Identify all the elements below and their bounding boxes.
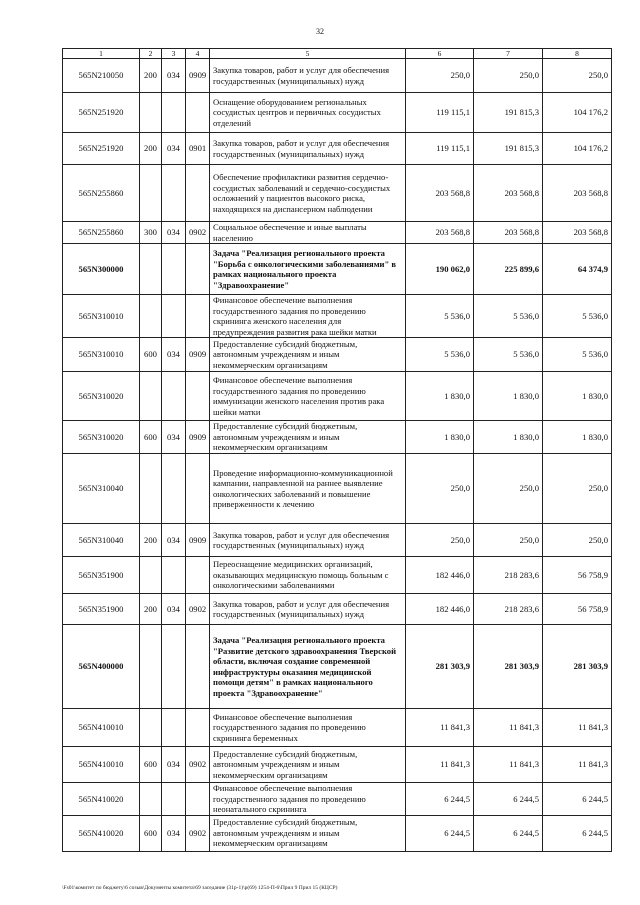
row-value-6: 11 841,3	[406, 709, 474, 747]
table-row	[63, 815, 612, 851]
row-col3	[162, 372, 186, 421]
row-value-8: 104 176,2	[543, 133, 612, 165]
row-col4: 0901	[186, 133, 210, 165]
row-value-8: 203 568,8	[543, 165, 612, 222]
row-col3	[162, 244, 186, 295]
table-row	[63, 709, 612, 747]
row-col2	[140, 557, 162, 594]
row-value-8: 1 830,0	[543, 421, 612, 454]
row-description: Обеспечение профилактики развития сердечно-сосудистых заболеваний и сердечно-сосудистых осложнений у пациентов высокого риска, находящихся на диспансерном наблюдении	[210, 165, 406, 222]
row-code: 565N251920	[63, 133, 140, 165]
table-row	[63, 594, 612, 625]
row-code: 565N351900	[63, 557, 140, 594]
row-description: Предоставление субсидий бюджетным, автономным учреждениям и иным некоммерческим организациям	[210, 338, 406, 372]
row-col3	[162, 783, 186, 815]
row-col3	[162, 295, 186, 338]
row-col2: 600	[140, 815, 162, 851]
row-value-7: 203 568,8	[474, 165, 543, 222]
table-row	[63, 222, 612, 244]
row-col3: 034	[162, 594, 186, 625]
row-col4: 0902	[186, 222, 210, 244]
row-col3: 034	[162, 133, 186, 165]
row-code: 565N310040	[63, 454, 140, 524]
row-code: 565N310010	[63, 338, 140, 372]
row-value-8: 56 758,9	[543, 557, 612, 594]
row-code: 565N410010	[63, 747, 140, 783]
row-col3: 034	[162, 524, 186, 557]
row-value-7: 281 303,9	[474, 625, 543, 709]
row-col4	[186, 783, 210, 815]
row-col2: 200	[140, 524, 162, 557]
row-col3: 034	[162, 421, 186, 454]
row-value-6: 182 446,0	[406, 594, 474, 625]
table-row	[63, 625, 612, 709]
row-col4	[186, 557, 210, 594]
row-value-7: 1 830,0	[474, 421, 543, 454]
row-col3: 034	[162, 338, 186, 372]
row-col3	[162, 709, 186, 747]
table-row	[63, 557, 612, 594]
row-description: Закупка товаров, работ и услуг для обеспечения государственных (муниципальных) нужд	[210, 59, 406, 93]
row-value-7: 6 244,5	[474, 815, 543, 851]
table-row	[63, 454, 612, 524]
row-value-6: 6 244,5	[406, 815, 474, 851]
row-description: Предоставление субсидий бюджетным, автономным учреждениям и иным некоммерческим организациям	[210, 815, 406, 851]
row-col2	[140, 295, 162, 338]
row-value-7: 250,0	[474, 454, 543, 524]
table-row	[63, 524, 612, 557]
column-header: 1	[63, 49, 140, 59]
row-col2: 600	[140, 338, 162, 372]
row-value-7: 218 283,6	[474, 594, 543, 625]
row-code: 565N310040	[63, 524, 140, 557]
row-col2: 600	[140, 747, 162, 783]
row-code: 565N251920	[63, 93, 140, 133]
row-description: Закупка товаров, работ и услуг для обеспечения государственных (муниципальных) нужд	[210, 594, 406, 625]
row-value-6: 190 062,0	[406, 244, 474, 295]
row-col3: 034	[162, 747, 186, 783]
row-value-6: 1 830,0	[406, 421, 474, 454]
row-col4	[186, 244, 210, 295]
table-row	[63, 747, 612, 783]
row-description: Оснащение оборудованием региональных сосудистых центров и первичных сосудистых отделений	[210, 93, 406, 133]
row-col4: 0909	[186, 59, 210, 93]
column-header: 6	[406, 49, 474, 59]
column-header: 2	[140, 49, 162, 59]
row-col4: 0909	[186, 421, 210, 454]
row-col2	[140, 783, 162, 815]
row-code: 565N300000	[63, 244, 140, 295]
row-value-8: 64 374,9	[543, 244, 612, 295]
row-col2: 200	[140, 59, 162, 93]
row-value-8: 11 841,3	[543, 709, 612, 747]
row-col2	[140, 454, 162, 524]
row-value-7: 250,0	[474, 524, 543, 557]
row-description: Задача "Реализация регионального проекта "Развитие детского здравоохранения Тверской области, включая создание современной инфраструктуры оказания медицинской помощи детям" в рамках национального проекта "Здравоохранение"	[210, 625, 406, 709]
row-value-8: 250,0	[543, 454, 612, 524]
row-code: 565N255860	[63, 222, 140, 244]
table-header-row	[63, 49, 612, 59]
table-row	[63, 133, 612, 165]
row-description: Закупка товаров, работ и услуг для обеспечения государственных (муниципальных) нужд	[210, 524, 406, 557]
row-value-7: 191 815,3	[474, 133, 543, 165]
row-value-6: 250,0	[406, 59, 474, 93]
row-value-7: 6 244,5	[474, 783, 543, 815]
row-description: Социальное обеспечение и иные выплаты населению	[210, 222, 406, 244]
row-value-6: 119 115,1	[406, 93, 474, 133]
column-header: 4	[186, 49, 210, 59]
column-header: 3	[162, 49, 186, 59]
row-value-7: 191 815,3	[474, 93, 543, 133]
row-value-8: 104 176,2	[543, 93, 612, 133]
row-col2	[140, 372, 162, 421]
table-row	[63, 59, 612, 93]
row-col4	[186, 295, 210, 338]
row-description: Финансовое обеспечение выполнения государственного задания по проведению иммунизации женского населения против рака шейки матки	[210, 372, 406, 421]
row-description: Финансовое обеспечение выполнения государственного задания по проведению скрининга беременных	[210, 709, 406, 747]
row-col3	[162, 557, 186, 594]
row-value-8: 281 303,9	[543, 625, 612, 709]
row-value-8: 250,0	[543, 524, 612, 557]
table-row	[63, 421, 612, 454]
row-description: Финансовое обеспечение выполнения государственного задания по проведению неонатального скрининга	[210, 783, 406, 815]
page-number: 32	[316, 27, 324, 36]
row-col3: 034	[162, 815, 186, 851]
row-col2: 200	[140, 133, 162, 165]
row-code: 565N351900	[63, 594, 140, 625]
table-row	[63, 783, 612, 815]
row-value-6: 119 115,1	[406, 133, 474, 165]
row-code: 565N310010	[63, 295, 140, 338]
row-col3	[162, 625, 186, 709]
row-col4: 0902	[186, 747, 210, 783]
row-value-7: 250,0	[474, 59, 543, 93]
row-value-8: 6 244,5	[543, 783, 612, 815]
table-row	[63, 244, 612, 295]
row-code: 565N310020	[63, 421, 140, 454]
row-col3: 034	[162, 59, 186, 93]
row-col4	[186, 454, 210, 524]
table-row	[63, 165, 612, 222]
row-col3: 034	[162, 222, 186, 244]
row-col4	[186, 625, 210, 709]
row-value-7: 203 568,8	[474, 222, 543, 244]
table-row	[63, 93, 612, 133]
row-col2	[140, 244, 162, 295]
row-col2: 200	[140, 594, 162, 625]
row-col3	[162, 93, 186, 133]
table-row	[63, 295, 612, 338]
row-value-7: 225 899,6	[474, 244, 543, 295]
row-description: Проведение информационно-коммуникационной кампании, направленной на раннее выявление онкологических заболеваний и повышение приверженности к лечению	[210, 454, 406, 524]
row-value-8: 11 841,3	[543, 747, 612, 783]
row-description: Предоставление субсидий бюджетным, автономным учреждениям и иным некоммерческим организациям	[210, 421, 406, 454]
row-description: Задача "Реализация регионального проекта "Борьба с онкологическими заболеваниями" в рамках национального проекта "Здравоохранение"	[210, 244, 406, 295]
row-code: 565N410010	[63, 709, 140, 747]
row-value-8: 5 536,0	[543, 295, 612, 338]
row-col3	[162, 165, 186, 222]
column-header: 5	[210, 49, 406, 59]
row-value-7: 218 283,6	[474, 557, 543, 594]
row-code: 565N400000	[63, 625, 140, 709]
row-value-6: 5 536,0	[406, 295, 474, 338]
row-col4: 0902	[186, 594, 210, 625]
row-col2: 600	[140, 421, 162, 454]
row-value-7: 1 830,0	[474, 372, 543, 421]
row-value-8: 56 758,9	[543, 594, 612, 625]
budget-table	[62, 48, 612, 852]
row-value-8: 5 536,0	[543, 338, 612, 372]
row-code: 565N210050	[63, 59, 140, 93]
file-path-footer: \Fs01\комитет по бюджету\6 созыв\Документы комитета\69 заседание (31р-1)\р(69) 1254-П-6\Прил 9 Прил 15 (КЦСР)	[62, 885, 338, 891]
column-header: 7	[474, 49, 543, 59]
row-value-8: 6 244,5	[543, 815, 612, 851]
row-value-6: 1 830,0	[406, 372, 474, 421]
row-value-6: 6 244,5	[406, 783, 474, 815]
row-code: 565N410020	[63, 783, 140, 815]
row-col3	[162, 454, 186, 524]
row-value-7: 11 841,3	[474, 709, 543, 747]
row-col4	[186, 372, 210, 421]
row-col4	[186, 709, 210, 747]
row-col2	[140, 709, 162, 747]
table-row	[63, 338, 612, 372]
row-value-6: 5 536,0	[406, 338, 474, 372]
row-code: 565N410020	[63, 815, 140, 851]
row-value-6: 281 303,9	[406, 625, 474, 709]
column-header: 8	[543, 49, 612, 59]
row-value-8: 203 568,8	[543, 222, 612, 244]
row-col4	[186, 93, 210, 133]
table-row	[63, 372, 612, 421]
row-col2	[140, 165, 162, 222]
row-value-6: 203 568,8	[406, 222, 474, 244]
row-description: Предоставление субсидий бюджетным, автономным учреждениям и иным некоммерческим организациям	[210, 747, 406, 783]
row-value-7: 11 841,3	[474, 747, 543, 783]
row-description: Переоснащение медицинских организаций, оказывающих медицинскую помощь больным с онкологическими заболеваниями	[210, 557, 406, 594]
row-description: Финансовое обеспечение выполнения государственного задания по проведению скрининга женского населения для предупреждения развития рака шейки матки	[210, 295, 406, 338]
row-value-6: 250,0	[406, 524, 474, 557]
row-value-6: 250,0	[406, 454, 474, 524]
row-col4: 0909	[186, 524, 210, 557]
row-col2	[140, 93, 162, 133]
row-col4: 0909	[186, 338, 210, 372]
row-value-6: 11 841,3	[406, 747, 474, 783]
row-col2	[140, 625, 162, 709]
row-value-8: 250,0	[543, 59, 612, 93]
row-value-6: 182 446,0	[406, 557, 474, 594]
row-col2: 300	[140, 222, 162, 244]
row-description: Закупка товаров, работ и услуг для обеспечения государственных (муниципальных) нужд	[210, 133, 406, 165]
row-col4: 0902	[186, 815, 210, 851]
row-value-7: 5 536,0	[474, 338, 543, 372]
row-value-8: 1 830,0	[543, 372, 612, 421]
row-col4	[186, 165, 210, 222]
row-value-7: 5 536,0	[474, 295, 543, 338]
row-code: 565N255860	[63, 165, 140, 222]
row-value-6: 203 568,8	[406, 165, 474, 222]
row-code: 565N310020	[63, 372, 140, 421]
